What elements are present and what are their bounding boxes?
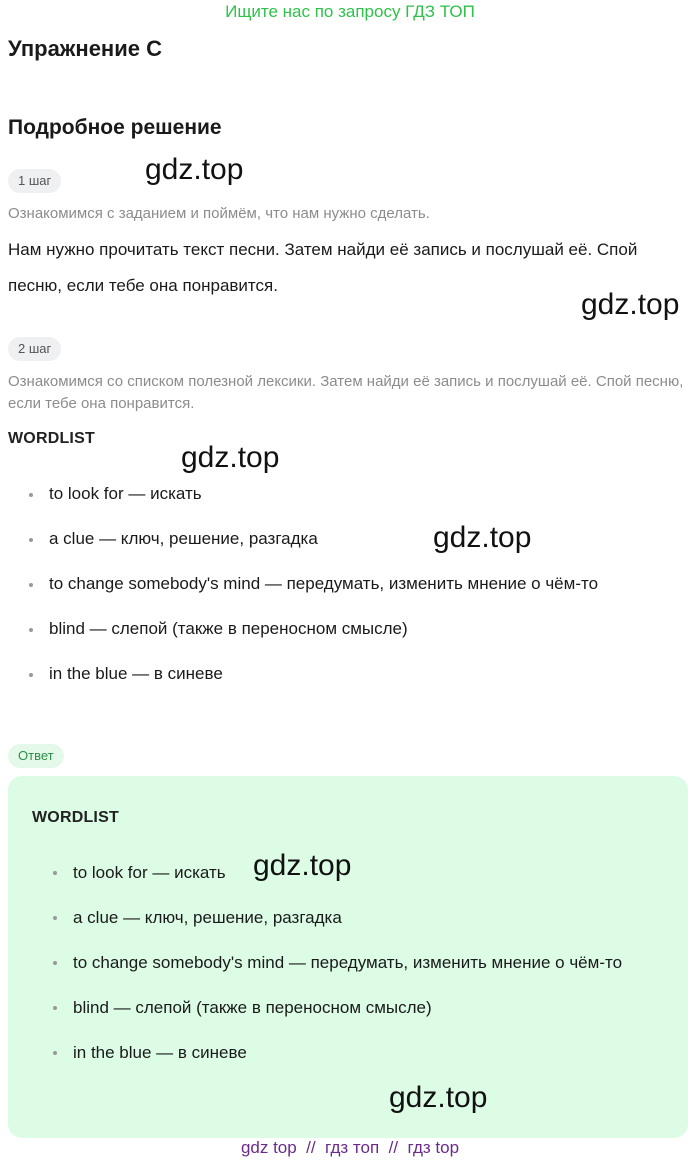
step-2-badge: 2 шаг [8,337,61,361]
watermark: gdz.top [581,288,680,321]
footer-links[interactable]: gdz top // гдз топ // гдз top [240,1138,460,1157]
top-banner: Ищите нас по запросу ГДЗ ТОП [225,2,475,21]
list-item: blind — слепой (также в переносном смысле) [29,616,689,642]
list-item: in the blue — в синеве [29,661,689,687]
list-item: to change somebody's mind — передумать, изменить мнение о чём-то [29,571,689,597]
watermark: gdz.top [253,849,352,882]
step-1-hint: Ознакомимся с заданием и поймём, что нам нужно сделать. [8,205,430,222]
list-item: to look for — искать [29,481,689,507]
list-item: blind — слепой (также в переносном смысле) [53,990,643,1026]
step-2-hint: Ознакомимся со списком полезной лексики. Затем найди её запись и послушай её. Спой песню, если тебе она понравится. [8,373,684,412]
wordlist [29,481,689,706]
list-item: a clue — ключ, решение, разгадка [29,526,689,552]
answer-box [8,776,688,1138]
solution-title: Подробное решение [8,116,222,139]
page-title: Упражнение C [8,36,162,61]
list-item: a clue — ключ, решение, разгадка [53,900,643,936]
list-item: in the blue — в синеве [53,1035,643,1071]
step-1-badge: 1 шаг [8,169,61,193]
wordlist-heading: WORDLIST [8,430,95,447]
watermark: gdz.top [433,521,532,554]
answer-badge: Ответ [8,744,64,768]
step-1-text: Нам нужно прочитать текст песни. Затем найди её запись и послушай её. Спой песню, если тебе она понравится. [8,240,638,295]
answer-wordlist-heading: WORDLIST [32,809,119,826]
answer-wordlist [53,855,643,1080]
watermark: gdz.top [181,441,280,474]
watermark: gdz.top [145,153,244,186]
list-item: to change somebody's mind — передумать, изменить мнение о чём-то [53,945,643,981]
watermark: gdz.top [389,1081,488,1114]
list-item: to look for — искать [53,855,643,891]
